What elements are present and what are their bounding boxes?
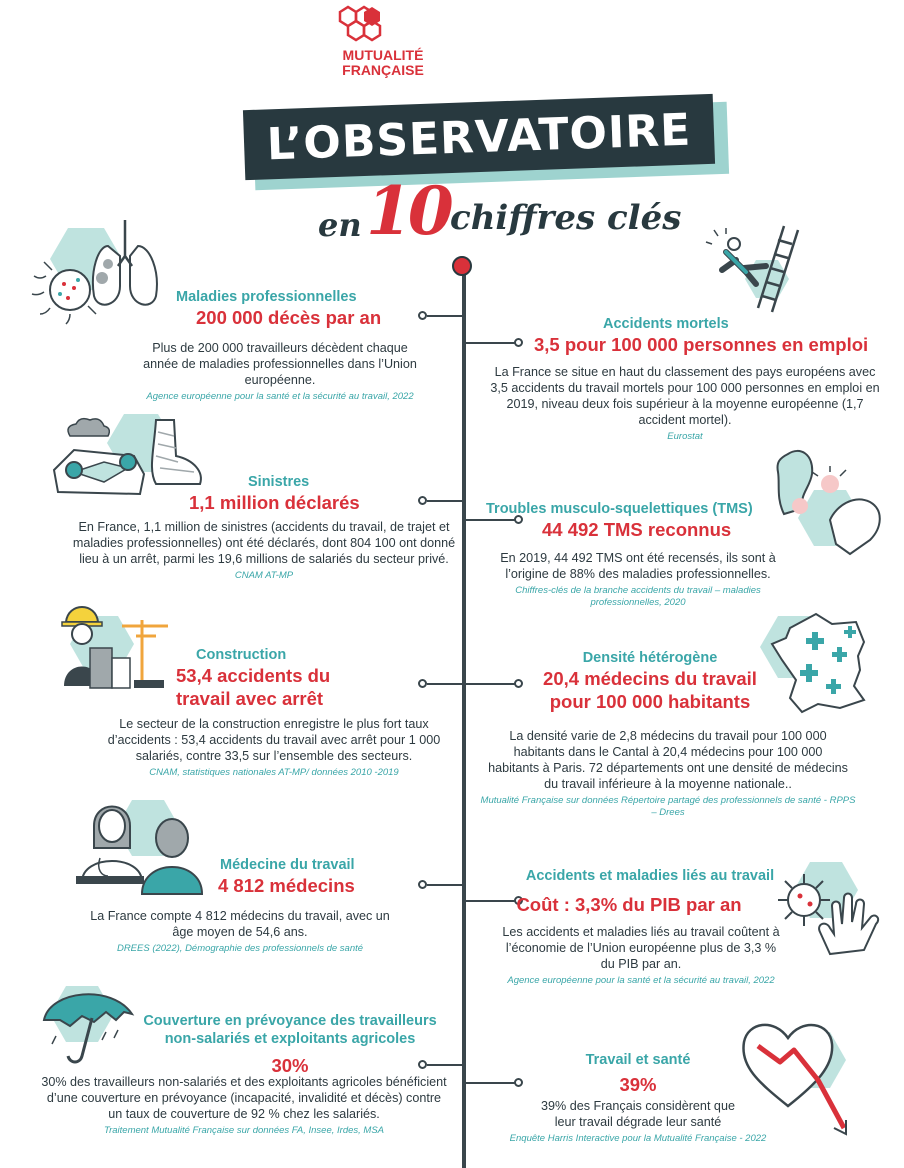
- fact-figure-line2: travail avec arrêt: [176, 688, 324, 709]
- fact-category: Médecine du travail: [220, 857, 355, 873]
- mutualite-logo: [318, 4, 438, 86]
- fact-detail: [478, 544, 798, 609]
- fact-accidents-mortels: [500, 315, 904, 356]
- fact-source: Eurostat: [667, 431, 703, 442]
- fact-figure: 3,5 pour 100 000 personnes en emploi: [534, 334, 869, 355]
- fact-sinistres: [120, 473, 440, 514]
- fact-detail: [480, 358, 890, 443]
- fact-description: La densité varie de 2,8 médecins du travail pour 100 000 habitants dans le Cantal à 20,4 médecins pour 100 000 habitants à Paris. 72 départements ont une densité de médecins du travail inférieure à la moyenne nationale..: [488, 729, 848, 791]
- fact-description: La France se situe en haut du classement des pays européens avec 3,5 accidents du travail mortels pour 100 000 personnes en emploi en 2019, niveau deux fois supérieur à la moyenne européenne (1,7 accident mortel).: [490, 365, 880, 427]
- fact-construction: [120, 646, 440, 710]
- fact-category: Densité hétérogène: [582, 650, 718, 666]
- subtitle-number: 10: [366, 172, 450, 250]
- fact-source: Traitement Mutualité Française sur données FA, Insee, Irdes, MSA: [103, 1125, 385, 1136]
- fact-source: CNAM, statistiques nationales AT-MP/ données 2010 -2019: [149, 767, 399, 778]
- fact-figure-line2: pour 100 000 habitants: [549, 691, 751, 712]
- fact-source: Enquête Harris Interactive pour la Mutualité Française - 2022: [509, 1133, 767, 1144]
- hexagon-logo-icon: [318, 4, 438, 50]
- fact-description: Les accidents et maladies liés au travail coûtent à l’économie de l’Union européenne plus de 3,3 % du PIB par an.: [502, 925, 780, 971]
- fact-category: Troubles musculo-squelettiques (TMS): [486, 501, 753, 517]
- falling-ladder-worker-icon: [696, 216, 806, 320]
- fact-accidents-maladies: [500, 867, 800, 916]
- fact-detail: [34, 1074, 454, 1137]
- fact-medecine-travail: [120, 856, 440, 897]
- fact-description: 30% des travailleurs non-salariés et des exploitants agricoles bénéficient d’une couverture en prévoyance (incapacité, invalidité et décès) contre un taux de couverture de 92 % chez les salariés.: [41, 1075, 447, 1121]
- fact-description: La France compte 4 812 médecins du travail, avec un âge moyen de 54,6 ans.: [90, 909, 390, 939]
- fact-category: Construction: [196, 647, 287, 663]
- subtitle-rest: chiffres clés: [450, 198, 682, 238]
- fact-detail: [80, 902, 400, 955]
- fact-figure: 30%: [271, 1055, 309, 1076]
- fact-detail: [84, 710, 464, 779]
- fact-figure: 200 000 décès par an: [196, 307, 382, 328]
- subtitle-prefix: en: [318, 206, 362, 244]
- fact-description: En France, 1,1 million de sinistres (accidents du travail, de trajet et maladies professionnelles) ont été déclarés, dont 804 100 ont donné lieu à un arrêt, parmi les 19,6 millions de salariés du secteur privé.: [72, 520, 456, 566]
- fact-detail: [64, 513, 464, 582]
- fact-figure: 1,1 million déclarés: [189, 492, 360, 513]
- fact-figure: 53,4 accidents du: [176, 665, 331, 686]
- fact-category: Maladies professionnelles: [176, 289, 357, 305]
- fact-description: En 2019, 44 492 TMS ont été recensés, ils sont à l’origine de 88% des maladies professionnelles.: [500, 551, 776, 581]
- page-title: L’OBSERVATOIRE: [265, 104, 693, 170]
- logo-text: [324, 48, 442, 78]
- fact-source: Agence européenne pour la santé et la sécurité au travail, 2022: [507, 975, 775, 986]
- fact-source: Agence européenne pour la santé et la sécurité au travail, 2022: [146, 391, 414, 402]
- fact-source: DREES (2022), Démographie des professionnels de santé: [116, 943, 364, 954]
- fact-figure: 20,4 médecins du travail: [543, 668, 757, 689]
- fact-travail-sante: [508, 1051, 768, 1096]
- timeline-start-dot: [452, 256, 472, 276]
- fact-category: Accidents mortels: [603, 316, 729, 332]
- fact-description: 39% des Français considèrent que leur travail dégrade leur santé: [541, 1099, 735, 1129]
- fact-source: Mutualité Française sur données Répertoire partagé des professionnels de santé - RPPS – Drees: [480, 795, 856, 818]
- fact-maladies-professionnelles: [120, 288, 440, 329]
- logo-line2: FRANÇAISE: [342, 62, 424, 78]
- logo-line1: MUTUALITÉ: [342, 47, 424, 63]
- fact-category: Sinistres: [248, 474, 310, 490]
- fact-source: Chiffres-clés de la branche accidents du travail – maladies professionnelles, 2020: [515, 585, 761, 608]
- fact-category: Accidents et maladies liés au travail: [525, 868, 775, 884]
- fact-description: Le secteur de la construction enregistre le plus fort taux d’accidents : 53,4 accidents du travail avec arrêt pour 1 000 salariés, contre 33,5 sur l’ensemble des secteurs.: [107, 717, 441, 763]
- fact-category: Couverture en prévoyance des travailleurs non-salariés et exploitants agricoles: [143, 1013, 437, 1047]
- fact-detail: [500, 1092, 776, 1145]
- subtitle: [300, 172, 700, 252]
- fact-figure: Coût : 3,3% du PIB par an: [516, 894, 742, 915]
- fact-figure: 4 812 médecins: [218, 875, 355, 896]
- fact-couverture-prevoyance: [126, 1012, 454, 1077]
- fact-detail: [120, 334, 440, 403]
- fact-figure: 44 492 TMS reconnus: [542, 519, 732, 540]
- fact-detail: [480, 722, 856, 819]
- fact-category: Travail et santé: [585, 1052, 691, 1068]
- fact-figure: 39%: [619, 1074, 657, 1095]
- fact-description: Plus de 200 000 travailleurs décèdent chaque année de maladies professionnelles dans l’Union européenne.: [143, 341, 417, 387]
- fact-densite: [480, 649, 820, 713]
- fact-detail: [496, 918, 786, 987]
- fact-tms: [486, 500, 776, 541]
- fact-source: CNAM AT-MP: [234, 570, 294, 581]
